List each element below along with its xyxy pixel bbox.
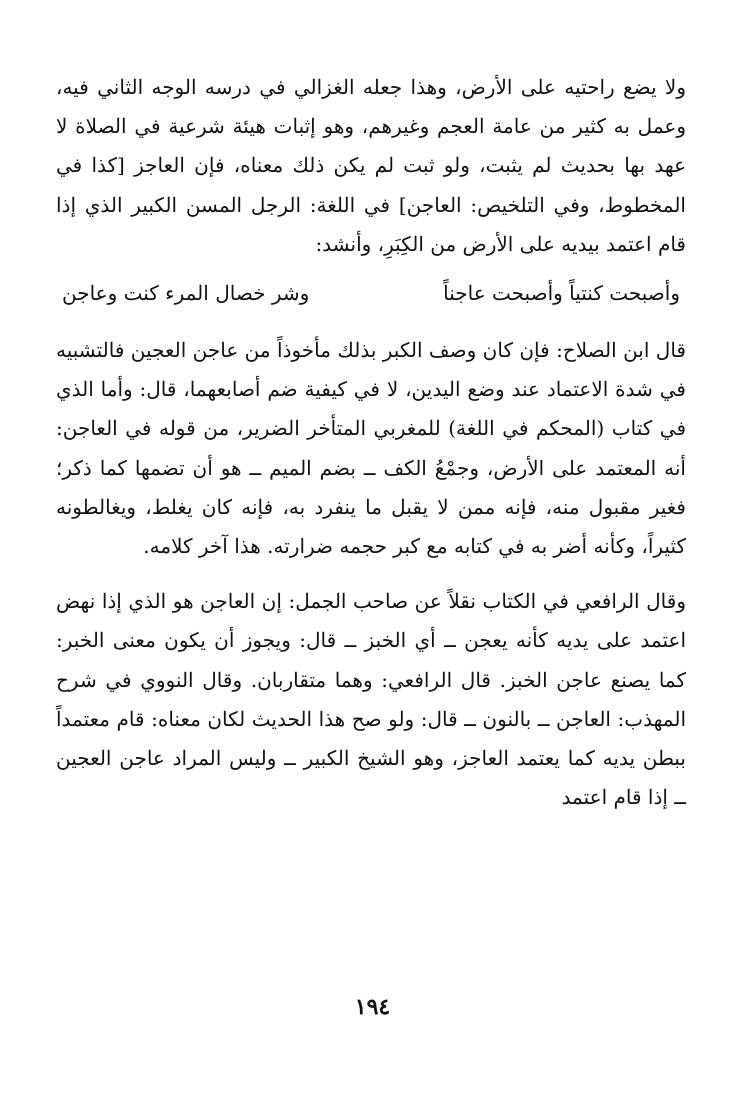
paragraph-1: ولا يضع راحتيه على الأرض، وهذا جعله الغزالي في درسه الوجه الثاني فيه، وعمل به كثير من عامة العجم وغيرهم، وهو إثبات هيئة شرعية في الصلاة لا عهد بها بحديث لم يثبت، ولو ثبت لم يكن ذلك معناه، فإن العاجز [كذا في المخطوط، وفي التلخيص: العاجن] في اللغة: الرجل المسن الكبير الذي إذا قام اعتمد بيديه على الأرض من الكِبَرِ، وأنشد: (56, 75, 686, 256)
page-number: ١٩٤ (354, 994, 391, 1020)
poetry-verse (62, 274, 680, 313)
page-body (56, 68, 686, 817)
verse-second-hemistich: وشر خصال المرء كنت وعاجن (62, 281, 310, 306)
paragraph-2: قال ابن الصلاح: فإن كان وصف الكبر بذلك مأخوذاً من عاجن العجين فالتشبيه في شدة الاعتماد عند وضع اليدين، لا في كيفية ضم أصابعهما، قال: وأما الذي في كتاب (المحكم في اللغة) للمغربي المتأخر الضرير، من قوله في العاجن: أنه المعتمد على الأرض، وجمْعُ الكف ــ بضم الميم ــ هو أن تضمها كما ذكر؛ فغير مقبول منه، فإنه ممن لا يقبل ما ينفرد به، فإنه كان يغلط، ويغالطونه كثيراً، وكأنه أضر به في كتابه مع كبر حجمه ضرارته. هذا آخر كلامه. (56, 338, 686, 559)
paragraph-3: وقال الرافعي في الكتاب نقلاً عن صاحب الجمل: إن العاجن هو الذي إذا نهض اعتمد على يديه كأنه يعجن ــ أي الخبز ــ قال: ويجوز أن يكون معنى الخبر: كما يصنع عاجن الخبز. قال الرافعي: وهما متقاربان. وقال النووي في شرح المهذب: العاجن ــ بالنون ــ قال: ولو صح هذا الحديث لكان معناه: قام معتمداً ببطن يديه كما يعتمد العاجز، وهو الشيخ الكبير ــ وليس المراد عاجن العجين ــ إذا قام اعتمد (56, 589, 687, 810)
verse-first-hemistich: وأصبحت كنتياً وأصبحت عاجناً (443, 281, 680, 306)
